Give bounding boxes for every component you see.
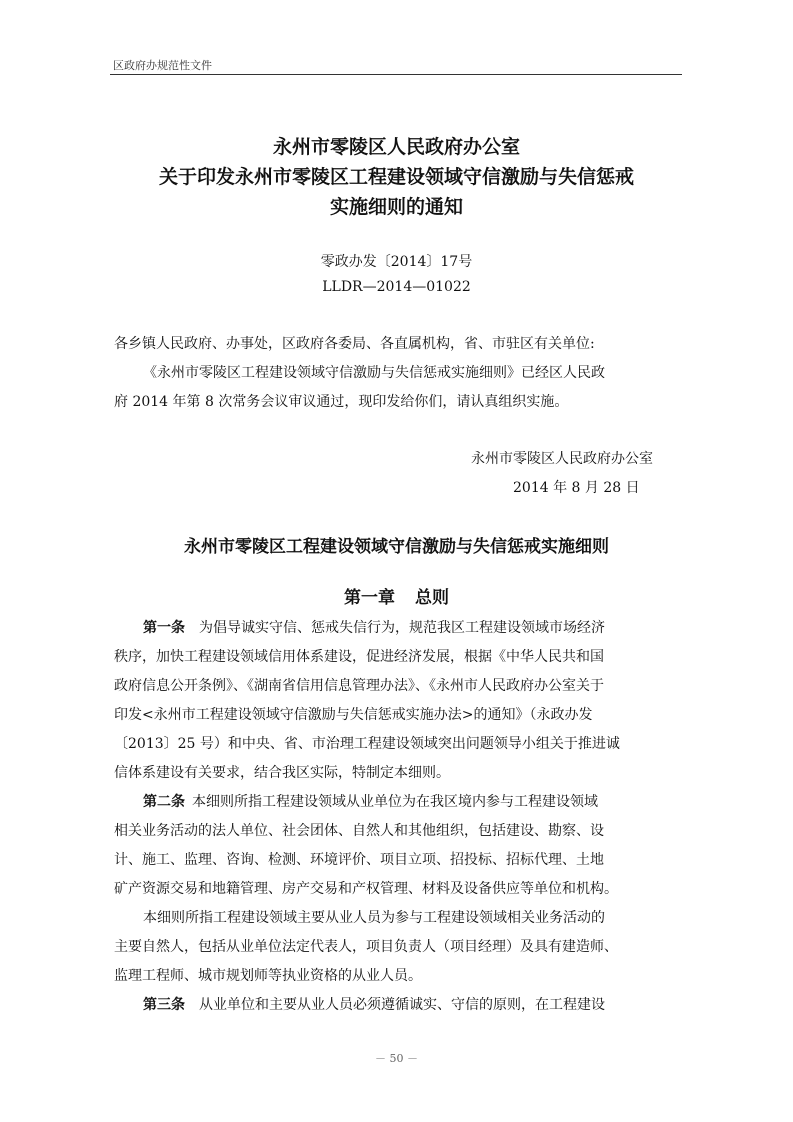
- doc-number: 零政办发〔2014〕17号: [320, 254, 473, 270]
- addressee: 各乡镇人民政府、办事处，区政府各委局、各直属机构，省、市驻区有关单位:: [114, 336, 595, 352]
- chapter-name: 总则: [415, 588, 449, 608]
- article-2-line-4: 矿产资源交易和地籍管理、房产交易和产权管理、材料及设备供应等单位和机构。: [114, 881, 618, 897]
- article-1-label: 第一条: [143, 620, 185, 636]
- article-2-p2-line-3: 监理工程师、城市规划师等执业资格的从业人员。: [114, 968, 422, 984]
- article-1-line-3: 政府信息公开条例》、《湖南省信用信息管理办法》、《永州市人民政府办公室关于: [114, 678, 604, 694]
- article-3-label: 第三条: [143, 997, 185, 1013]
- article-2-line-1: 第二条 本细则所指工程建设领域从业单位为在我区境内参与工程建设领域: [143, 794, 598, 810]
- signature-date: 2014 年 8 月 28 日: [513, 480, 640, 496]
- intro-line-1: 《永州市零陵区工程建设领域守信激励与失信惩戒实施细则》已经区人民政: [143, 365, 605, 381]
- page-number: － 50 －: [375, 1052, 418, 1065]
- article-2-p2-line-2: 主要自然人，包括从业单位法定代表人，项目负责人（项目经理）及具有建造师、: [114, 939, 618, 955]
- article-1-line-4: 印发<永州市工程建设领域守信激励与失信惩戒实施办法>的通知》（永政办发: [114, 707, 593, 723]
- header-rule: [110, 74, 682, 75]
- article-2-label: 第二条: [143, 794, 185, 810]
- article-2-line-3: 计、施工、监理、咨询、检测、环境评价、项目立项、招投标、招标代理、土地: [114, 852, 604, 868]
- article-2-p2-line-1: 本细则所指工程建设领域主要从业人员为参与工程建设领域相关业务活动的: [143, 910, 605, 926]
- intro-line-2: 府 2014 年第 8 次常务会议审议通过，现印发给你们，请认真组织实施。: [114, 394, 569, 410]
- rules-title: 永州市零陵区工程建设领域守信激励与失信惩戒实施细则: [184, 537, 609, 557]
- article-1-line-2: 秩序，加快工程建设领域信用体系建设，促进经济发展，根据《中华人民共和国: [114, 649, 604, 665]
- article-1-line-5: 〔2013〕25 号）和中央、省、市治理工程建设领域突出问题领导小组关于推进诚: [114, 736, 620, 752]
- doc-title-line-1: 永州市零陵区人民政府办公室: [272, 136, 520, 158]
- article-1-line-1: 第一条 为倡导诚实守信、惩戒失信行为，规范我区工程建设领域市场经济: [143, 620, 605, 636]
- article-2-line-2: 相关业务活动的法人单位、社会团体、自然人和其他组织，包括建设、勘察、设: [114, 823, 604, 839]
- doc-code: LLDR—2014—01022: [322, 279, 471, 295]
- chapter-number: 第一章: [344, 588, 395, 608]
- doc-title-line-2: 关于印发永州市零陵区工程建设领域守信激励与失信惩戒: [158, 166, 634, 188]
- signature-org: 永州市零陵区人民政府办公室: [471, 451, 653, 467]
- doc-title-line-3: 实施细则的通知: [329, 196, 463, 218]
- running-header: 区政府办规范性文件: [113, 59, 212, 72]
- article-1-line-6: 信体系建设有关要求，结合我区实际，特制定本细则。: [114, 765, 450, 781]
- article-3-line-1: 第三条 从业单位和主要从业人员必须遵循诚实、守信的原则，在工程建设: [143, 997, 605, 1013]
- chapter-heading: [0, 583, 793, 608]
